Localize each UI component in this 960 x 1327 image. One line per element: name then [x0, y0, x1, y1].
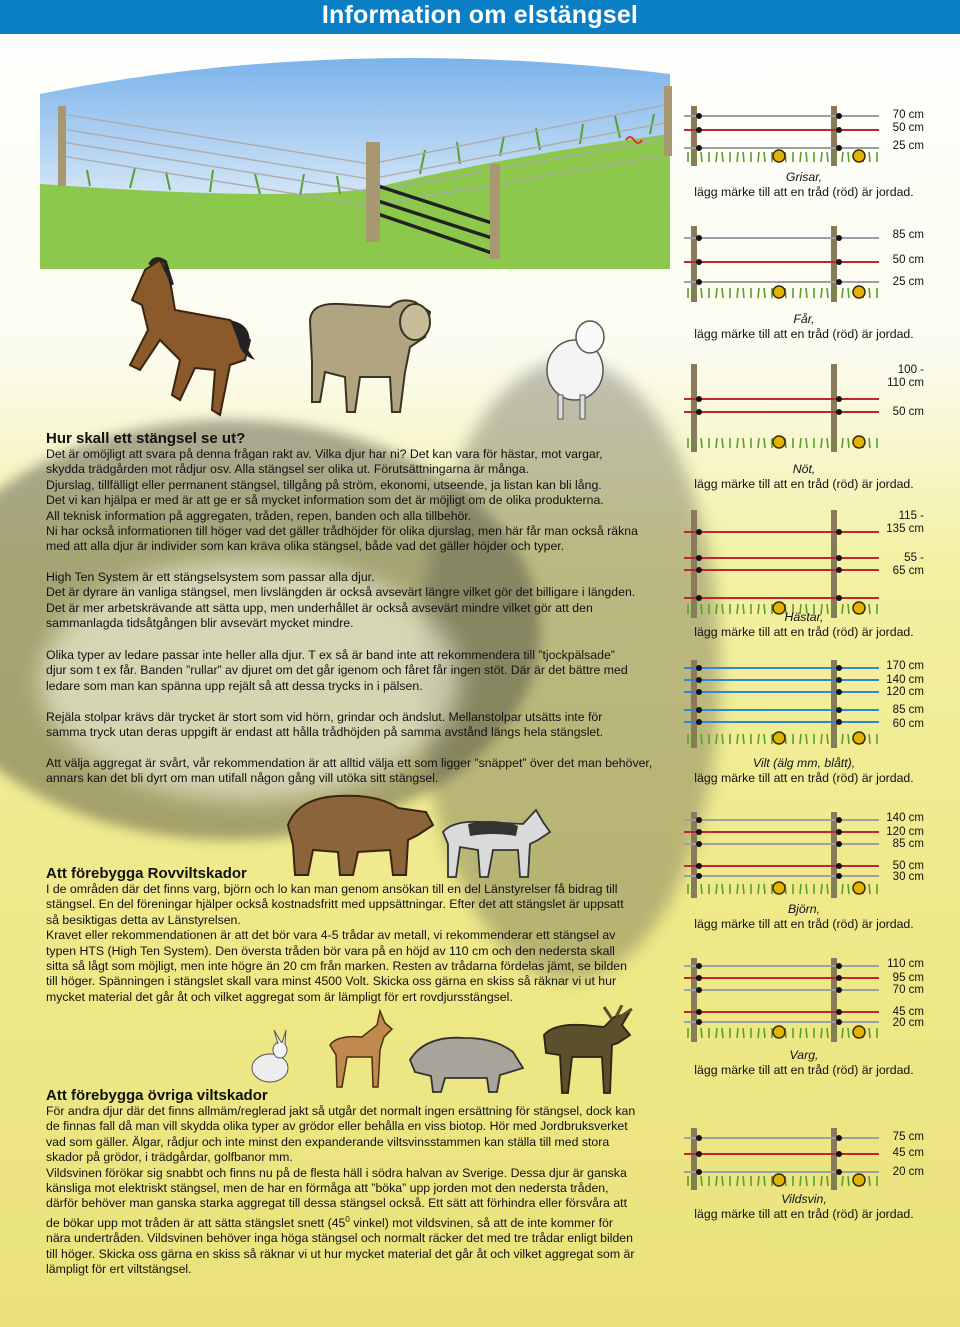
ledare-line: Olika typer av ledare passar inte heller alla djur. T ex så är band inte att rekommendera till ”tjockpälsade” — [46, 648, 615, 662]
insulator-icon — [836, 1009, 842, 1015]
hts-section — [46, 570, 676, 632]
fence-drawing — [684, 226, 884, 314]
insulator-icon — [696, 987, 702, 993]
fence-caption-note: lägg märke till att en tråd (röd) är jordad. — [694, 771, 914, 785]
wire-height-label: 45 cm — [892, 1006, 924, 1018]
insulator-icon — [836, 235, 842, 241]
insulator-icon — [696, 555, 702, 561]
insulator-icon — [696, 113, 702, 119]
fence-drawing — [684, 812, 884, 910]
fence-caption-note: lägg märke till att en tråd (röd) är jordad. — [694, 327, 914, 341]
fence-caption — [684, 610, 924, 640]
intro-line: Det är omöjligt att svara på denna frågan rakt av. Vilka djur har ni? Det kan vara för hästar, mot vargar, — [46, 447, 603, 461]
ovriga-section — [46, 1087, 676, 1278]
wire-height-label: 25 cm — [892, 276, 924, 288]
ovriga-line: vad som gäller. Älgar, rådjur och inte minst den expanderande viltsvinsstammen kan ställa till med stora — [46, 1134, 610, 1149]
insulator-icon — [836, 677, 842, 683]
fence-diagram — [684, 1128, 924, 1258]
fence-post — [831, 812, 837, 898]
insulator-icon — [696, 963, 702, 969]
insulator-icon — [836, 1169, 842, 1175]
insulator-icon — [696, 235, 702, 241]
intro-line: skydda trädgården mot rådjur osv. Alla stängsel ser olika ut. Förutsättningarna är många. — [46, 462, 530, 477]
insulator-icon — [696, 279, 702, 285]
ovriga-line: de finnas fall då man vill skydda olika typer av grödor eller behålla en viss biotop. Hör med Jordbruksverket — [46, 1119, 628, 1134]
stolpar-line: samma tryck utan deras uppgift är endast att hålla trådhöjden på samma avstånd längs hela stängslet. — [46, 725, 604, 740]
insulator-icon — [836, 719, 842, 725]
fence-drawing — [684, 106, 884, 178]
wire-height-label: 65 cm — [892, 565, 924, 577]
intro-line: Ni har också informationen till höger vad det gäller trådhöjder för olika djurslag, men här får man också räkna — [46, 524, 638, 539]
fence-animal-name: Grisar, — [785, 170, 823, 184]
fence-drawing — [684, 364, 884, 464]
fence-animal-name: Får, — [793, 312, 815, 326]
ovriga-line: För andra djur där det finns allmäm/reglerad jakt så utgår det normalt ingen ersättning för stängsel, dock kan — [46, 1104, 636, 1118]
insulator-icon — [836, 567, 842, 573]
ovriga-line: därför behöver man ganska starka aggregat till dessa stängsel också. Ett sätt att förhindra eller försvåra att — [46, 1196, 627, 1211]
rovvilt-heading: Att förebygga Rovviltskador — [46, 865, 247, 882]
insulator-icon — [696, 863, 702, 869]
insulator-icon — [836, 145, 842, 151]
insulator-icon — [836, 863, 842, 869]
fence-animal-name: Vilt (älg mm, blått), — [752, 756, 856, 770]
insulator-icon — [696, 975, 702, 981]
fence-caption-note: lägg märke till att en tråd (röd) är jordad. — [694, 1063, 914, 1077]
hts-line: sammanlagda tidsåtgången blir avsevärt mycket mindre. — [46, 616, 354, 631]
wire-height-label: 170 cm — [886, 660, 924, 672]
flower-icon — [773, 1026, 785, 1038]
wire-height-label: 50 cm — [892, 860, 924, 872]
ledare-line: ledare som man kan spänna upp rejält så att dessa trycks in i pälsen. — [46, 678, 423, 693]
wire-height-label: 140 cm — [886, 674, 924, 686]
insulator-icon — [836, 279, 842, 285]
insulator-icon — [836, 689, 842, 695]
ovriga-line: Vildsvinen förökar sig snabbt och finns nu på de flesta häll i södra halvan av Sverige. Dessa djur är ganska — [46, 1165, 627, 1180]
wire-height-label: 140 cm — [886, 812, 924, 824]
insulator-icon — [836, 409, 842, 415]
flower-icon — [853, 1174, 865, 1186]
fence-animal-name: Hästar, — [784, 610, 824, 624]
hts-line: Det är dyrare än vanliga stängsel, men livslängden är också avsevärt längre vilket gör det billigare i längden. — [46, 585, 636, 600]
ovriga-line: skador på grödor, i trädgårdar, golfbanor mm. — [46, 1150, 293, 1165]
cow-illustration — [300, 292, 435, 417]
ovriga-line: känsliga mot elektriskt stängsel, men de har en förmåga att ”böka” upp jorden mot den nedersta tråden, — [46, 1181, 609, 1196]
aggregat-section — [46, 756, 676, 787]
fence-caption — [684, 756, 924, 786]
flower-icon — [853, 732, 865, 744]
flower-icon — [853, 1026, 865, 1038]
insulator-icon — [696, 1135, 702, 1141]
flower-icon — [773, 286, 785, 298]
fence-diagram — [684, 226, 924, 341]
insulator-icon — [836, 113, 842, 119]
fence-diagram — [684, 812, 924, 942]
insulator-icon — [696, 1009, 702, 1015]
intro-line: All teknisk information på aggregaten, tråden, repen, banden och alla tillbehör. — [46, 508, 472, 523]
wire-height-label: 50 cm — [892, 406, 924, 418]
wire-height-label: 70 cm — [892, 984, 924, 996]
rovvilt-line: stängsel. En del föreningar hjälper också kostnadsfritt med uppsättningar. Efter det att stängslet är uppsatt — [46, 897, 624, 912]
wire-height-label: 110 cm — [887, 958, 924, 970]
insulator-icon — [836, 127, 842, 133]
wire-height-label: 45 cm — [892, 1147, 924, 1159]
insulator-icon — [836, 396, 842, 402]
wire-height-label: 120 cm — [886, 826, 924, 838]
fence-caption — [684, 1048, 924, 1078]
fence-caption-note: lägg märke till att en tråd (röd) är jordad. — [694, 477, 914, 491]
insulator-icon — [696, 396, 702, 402]
insulator-icon — [836, 987, 842, 993]
rovvilt-line: typen HTS (High Ten System). Den översta tråden bör vara på en höjd av 110 cm och den nedersta skall — [46, 943, 615, 958]
fence-caption-note: lägg märke till att en tråd (röd) är jordad. — [694, 185, 914, 199]
moose-illustration — [534, 1005, 634, 1095]
wire-height-label: 135 cm — [886, 523, 924, 535]
wire-height-label: 70 cm — [892, 109, 924, 121]
insulator-icon — [696, 409, 702, 415]
intro-line: med att alla djur är individer som kan kräva olika stängsel, både vad det gäller höjder och typer. — [46, 539, 565, 554]
fence-diagram — [684, 510, 924, 640]
wire-height-label: 120 cm — [886, 686, 924, 698]
flower-icon — [853, 150, 865, 162]
wire-height-label: 100 - — [897, 364, 924, 376]
insulator-icon — [836, 529, 842, 535]
insulator-icon — [696, 817, 702, 823]
aggregat-line: annars kan det bli dyrt om man utifall någon gång vill utöka sitt stängsel. — [46, 771, 439, 786]
wire-height-label: 95 cm — [892, 972, 924, 984]
fence-caption-note: lägg märke till att en tråd (röd) är jordad. — [694, 1207, 914, 1221]
fence-caption-note: lägg märke till att en tråd (röd) är jordad. — [694, 917, 914, 931]
insulator-icon — [836, 595, 842, 601]
flower-icon — [773, 150, 785, 162]
intro-section — [46, 430, 676, 555]
fence-drawing — [684, 1128, 884, 1202]
ovriga-line-end: vinkel) mot vildsvinen, så att de inte kommer för — [349, 1215, 613, 1230]
insulator-icon — [696, 1169, 702, 1175]
stolpar-line: Rejäla stolpar krävs där trycket är stort som vid hörn, grindar och ändslut. Mellanstolpar utsätts inte för — [46, 710, 603, 724]
wire-height-label: 85 cm — [892, 704, 924, 716]
wire-height-label: 25 cm — [892, 140, 924, 152]
wire-height-label: 55 - — [904, 552, 924, 564]
wire-height-label: 50 cm — [892, 122, 924, 134]
lamb-illustration — [540, 315, 615, 420]
insulator-icon — [836, 829, 842, 835]
wire-height-label: 110 cm — [887, 377, 924, 389]
insulator-icon — [836, 259, 842, 265]
fence-diagram — [684, 106, 924, 202]
insulator-icon — [696, 145, 702, 151]
wire-height-label: 115 - — [898, 510, 924, 522]
ledare-line: djur som t ex får. Banden ”rullar” av djuret om det går igenom och fåret får ingen stöt. Där är det bättre med — [46, 663, 628, 678]
wire-height-label: 75 cm — [892, 1131, 924, 1143]
rovvilt-line: så besiktigas detta av Länstyrelsen. — [46, 912, 241, 927]
insulator-icon — [836, 1151, 842, 1157]
fence-diagram — [684, 364, 924, 494]
insulator-icon — [696, 829, 702, 835]
insulator-icon — [696, 707, 702, 713]
insulator-icon — [696, 529, 702, 535]
wire-height-label: 85 cm — [892, 229, 924, 241]
hare-illustration — [248, 1030, 293, 1085]
page-title: Information om elstängsel — [321, 1, 639, 29]
wire-height-label: 30 cm — [892, 871, 924, 883]
hts-line: Det är mer arbetskrävande att sätta upp, men underhållet är också avsevärt mindre vilket gör att den — [46, 600, 593, 615]
insulator-icon — [696, 567, 702, 573]
insulator-icon — [836, 817, 842, 823]
ovriga-line: till höger. Skicka oss gärna en skiss så räknar vi ut hur mycket material det går åt och vilket aggregat som är — [46, 1246, 635, 1261]
fence-post — [831, 660, 837, 748]
fence-animal-name: Vildsvin, — [781, 1192, 827, 1206]
fence-landscape-illustration — [0, 34, 680, 284]
rovvilt-line: till höger. Spänningen i stängslet skall vara minst 4500 Volt. Skicka oss gärna en skiss så räknar vi ut hur — [46, 974, 617, 989]
insulator-icon — [696, 1019, 702, 1025]
fence-drawing — [684, 958, 884, 1054]
flower-icon — [773, 436, 785, 448]
roe-deer-illustration — [322, 1005, 397, 1090]
flower-icon — [853, 286, 865, 298]
fence-diagram — [684, 660, 924, 790]
fence-post — [691, 510, 697, 618]
fence-drawing — [684, 660, 884, 760]
insulator-icon — [836, 975, 842, 981]
hts-line: High Ten System är ett stängselsystem som passar alla djur. — [46, 570, 375, 584]
insulator-icon — [836, 1019, 842, 1025]
insulator-icon — [696, 595, 702, 601]
rovvilt-line: I de områden där det finns varg, björn och lo kan man genom ansökan till en del Länstyrelser få bidrag till — [46, 882, 618, 896]
fence-caption — [684, 902, 924, 932]
insulator-icon — [696, 665, 702, 671]
fence-animal-name: Varg, — [789, 1048, 819, 1062]
insulator-icon — [696, 1151, 702, 1157]
aggregat-line: Att välja aggregat är svårt, vår rekommendation är att alltid välja ett som ligger ”snäppet” över det man behöver, — [46, 756, 653, 770]
insulator-icon — [836, 873, 842, 879]
ovriga-line: nära undertråden. Vildsvinen behöver inga höga stängsel och normalt räcker det med tre trådar enligt bilden — [46, 1231, 633, 1246]
flower-icon — [853, 882, 865, 894]
ovriga-heading: Att förebygga övriga viltskador — [46, 1087, 268, 1104]
insulator-icon — [696, 127, 702, 133]
insulator-icon — [836, 1135, 842, 1141]
ledare-section — [46, 648, 676, 694]
insulator-icon — [696, 841, 702, 847]
insulator-icon — [696, 689, 702, 695]
stolpar-section — [46, 710, 676, 741]
rovvilt-section — [46, 865, 676, 1005]
flower-icon — [773, 732, 785, 744]
wild-boar-illustration — [405, 1030, 525, 1095]
flower-icon — [853, 436, 865, 448]
insulator-icon — [696, 259, 702, 265]
intro-line: Djurslag, tillfälligt eller permanent stängsel, tillgång på ström, ekonomi, utseende, ja listan kan bli lång. — [46, 477, 602, 492]
rovvilt-line: sitta så lågt som möjligt, men inte högre än 20 cm från marken. Resten av trådarna fördelas jämt, se bilden — [46, 959, 627, 974]
wire-height-label: 20 cm — [892, 1017, 924, 1029]
wire-height-label: 60 cm — [892, 718, 924, 730]
insulator-icon — [696, 873, 702, 879]
insulator-icon — [836, 707, 842, 713]
ovriga-line: lämpligt för ert viltstängsel. — [46, 1262, 192, 1277]
fence-caption — [684, 170, 924, 200]
insulator-icon — [836, 841, 842, 847]
fence-caption — [684, 312, 924, 342]
fence-caption — [684, 1192, 924, 1222]
insulator-icon — [696, 719, 702, 725]
wire-height-label: 50 cm — [892, 254, 924, 266]
fence-caption-note: lägg märke till att en tråd (röd) är jordad. — [694, 625, 914, 639]
rovvilt-line: Kravet eller rekommendationen är att det bör vara 4-5 trådar av metall, vi rekommenderar ett stängsel av — [46, 928, 616, 943]
insulator-icon — [836, 665, 842, 671]
intro-heading: Hur skall ett stängsel se ut? — [46, 430, 246, 447]
degree-superscript: 0 — [345, 1214, 350, 1224]
ovriga-line — [46, 1212, 676, 1232]
flower-icon — [773, 1174, 785, 1186]
fence-animal-name: Nöt, — [792, 462, 816, 476]
fence-post — [831, 364, 837, 452]
horse-illustration — [120, 250, 260, 420]
insulator-icon — [696, 677, 702, 683]
fence-post — [831, 510, 837, 618]
fence-post — [831, 958, 837, 1042]
rovvilt-line: mycket material det går åt och vilket aggregat som är lämpligt för ert rovdjursstängsel. — [46, 989, 513, 1004]
insulator-icon — [836, 555, 842, 561]
insulator-icon — [836, 963, 842, 969]
fence-animal-name: Björn, — [787, 902, 821, 916]
wire-height-label: 20 cm — [892, 1166, 924, 1178]
fence-caption — [684, 462, 924, 492]
wire-height-label: 85 cm — [892, 838, 924, 850]
ovriga-line-start: de bökar upp mot tråden är att sätta stängslet snett (45 — [46, 1215, 346, 1230]
flower-icon — [773, 882, 785, 894]
fence-diagram — [684, 958, 924, 1083]
intro-line: Det vi kan hjälpa er med är att ge er så mycket information som det är möjligt om de olika produkterna. — [46, 493, 604, 508]
